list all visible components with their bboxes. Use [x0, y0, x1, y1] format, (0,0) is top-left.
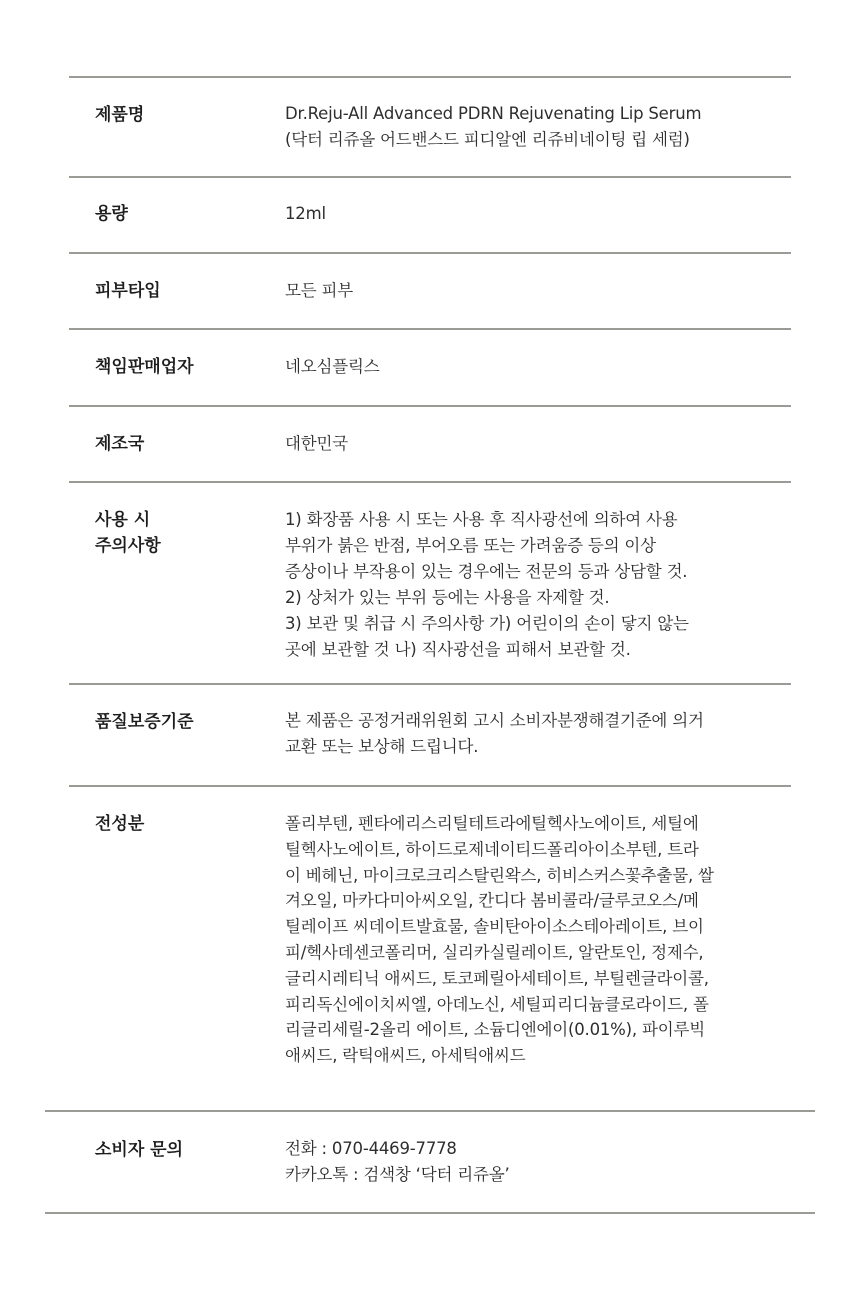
- value-line: Dr.Reju-All Advanced PDRN Rejuvenating Lip Serum: [285, 104, 702, 123]
- value-volume: [285, 201, 770, 227]
- label-skin-type: 피부타입: [95, 281, 161, 301]
- label-country-of-manufacture: 제조국: [95, 434, 145, 454]
- label-volume: 용량: [95, 204, 128, 224]
- value-line: 폴리부텐, 펜타에리스리틸테트라에틸헥사노에이트, 세틸에: [285, 814, 699, 833]
- label-product-name: 제품명: [95, 105, 145, 125]
- divider-wide: [45, 1110, 815, 1112]
- value-line: 전화 : 070-4469-7778: [285, 1139, 457, 1158]
- value-line: 본 제품은 공정거래위원회 고시 소비자분쟁해결기준에 의거: [285, 711, 704, 730]
- divider: [69, 176, 791, 178]
- value-line: 애씨드, 락틱애씨드, 아세틱애씨드: [285, 1046, 526, 1066]
- value-line: 3) 보관 및 취급 시 주의사항 가) 어린이의 손이 닿지 않는: [285, 614, 689, 633]
- value-line: 12ml: [285, 204, 326, 223]
- divider: [69, 252, 791, 254]
- value-ingredients: [285, 811, 770, 1069]
- value-line: 틸헥사노에이트, 하이드로제네이티드폴리아이소부텐, 트라: [285, 839, 699, 859]
- divider: [69, 328, 791, 330]
- divider-top: [69, 76, 791, 78]
- value-line: 틸레이프 씨데이트발효물, 솔비탄아이소스테아레이트, 브이: [285, 917, 704, 937]
- divider-bottom: [45, 1212, 815, 1214]
- label-customer-inquiry: 소비자 문의: [95, 1140, 184, 1160]
- label-distributor: 책임판매업자: [95, 357, 194, 377]
- value-line: 교환 또는 보상해 드립니다.: [285, 737, 479, 756]
- value-line: 1) 화장품 사용 시 또는 사용 후 직사광선에 의하여 사용: [285, 510, 678, 529]
- divider: [69, 785, 791, 787]
- value-product-name: [285, 101, 770, 153]
- value-line: 카카오톡 : 검색창 ‘닥터 리쥬올’: [285, 1165, 510, 1184]
- divider: [69, 683, 791, 685]
- value-quality-guarantee: [285, 708, 770, 760]
- value-line: 2) 상처가 있는 부위 등에는 사용을 자제할 것.: [285, 588, 610, 607]
- label-ingredients: 전성분: [95, 814, 145, 834]
- value-customer-inquiry: [285, 1136, 770, 1188]
- value-line: 증상이나 부작용이 있는 경우에는 전문의 등과 상담할 것.: [285, 562, 688, 581]
- value-line: 글리시레티닉 애씨드, 토코페릴아세테이트, 부틸렌글라이콜,: [285, 968, 709, 988]
- value-line: 모든 피부: [285, 281, 354, 300]
- value-precautions: [285, 507, 770, 663]
- value-distributor: [285, 354, 770, 380]
- divider: [69, 405, 791, 407]
- value-line: (닥터 리쥬올 어드밴스드 피디알엔 리쥬비네이팅 립 세럼): [285, 130, 690, 149]
- value-skin-type: [285, 278, 770, 304]
- value-line: 겨오일, 마카다미아씨오일, 칸디다 봄비콜라/글루코오스/메: [285, 891, 699, 911]
- value-line: 피리독신에이치씨엘, 아데노신, 세틸피리디늄클로라이드, 폴: [285, 994, 709, 1014]
- value-line: 부위가 붉은 반점, 부어오름 또는 가려움증 등의 이상: [285, 536, 656, 555]
- label-precautions: 사용 시 주의사항: [95, 510, 161, 556]
- label-quality-guarantee: 품질보증기준: [95, 712, 194, 732]
- value-line: 리글리세릴-2올리 에이트, 소듐디엔에이(0.01%), 파이루빅: [285, 1020, 705, 1040]
- value-line: 대한민국: [285, 434, 348, 453]
- value-line: 이 베헤닌, 마이크로크리스탈린왁스, 히비스커스꽃추출물, 쌀: [285, 865, 714, 885]
- divider: [69, 481, 791, 483]
- value-country-of-manufacture: [285, 431, 770, 457]
- value-line: 곳에 보관할 것 나) 직사광선을 피해서 보관할 것.: [285, 640, 631, 659]
- value-line: 피/헥사데센코폴리머, 실리카실릴레이트, 알란토인, 정제수,: [285, 942, 704, 962]
- value-line: 네오심플릭스: [285, 357, 380, 376]
